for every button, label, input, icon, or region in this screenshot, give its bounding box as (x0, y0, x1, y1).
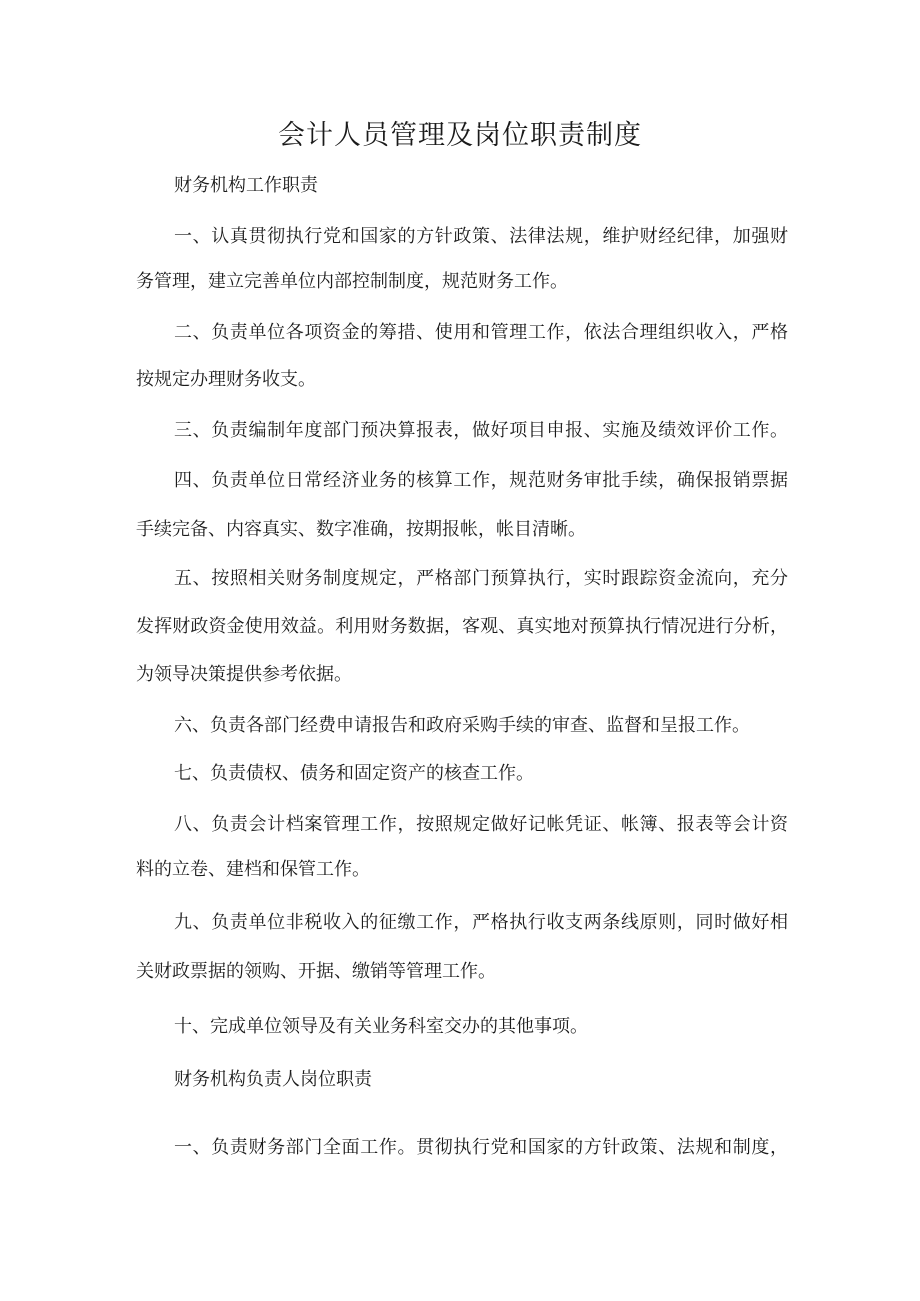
paragraph-line: 九、负责单位非税收入的征缴工作，严格执行收支两条线原则，同时做好相 (174, 912, 788, 933)
paragraph-line: 十、完成单位领导及有关业务科室交办的其他事项。 (174, 1016, 588, 1037)
paragraph-line: 一、负责财务部门全面工作。贯彻执行党和国家的方针政策、法规和制度， (174, 1137, 788, 1158)
paragraph-line: 八、负责会计档案管理工作，按照规定做好记帐凭证、帐簿、报表等会计资 (174, 814, 788, 835)
paragraph-line: 二、负责单位各项资金的筹措、使用和管理工作，依法合理组织收入，严格 (174, 322, 788, 343)
paragraph-line: 四、负责单位日常经济业务的核算工作，规范财务审批手续，确保报销票据 (174, 470, 788, 491)
paragraph-line: 料的立卷、建档和保管工作。 (136, 859, 370, 880)
paragraph-line: 六、负责各部门经费申请报告和政府采购手续的审查、监督和呈报工作。 (174, 715, 750, 736)
section-heading-finance-duties: 财务机构工作职责 (174, 175, 318, 196)
paragraph-line: 为领导决策提供参考依据。 (136, 664, 352, 685)
document-title: 会计人员管理及岗位职责制度 (278, 120, 642, 151)
section-heading-finance-head-duties: 财务机构负责人岗位职责 (174, 1069, 372, 1090)
paragraph-line: 三、负责编制年度部门预决算报表，做好项目申报、实施及绩效评价工作。 (174, 420, 788, 441)
paragraph-line: 七、负责债权、债务和固定资产的核查工作。 (174, 763, 534, 784)
paragraph-line: 五、按照相关财务制度规定，严格部门预算执行，实时跟踪资金流向，充分 (174, 568, 788, 589)
paragraph-line: 按规定办理财务收支。 (136, 369, 316, 390)
paragraph-line: 务管理，建立完善单位内部控制制度，规范财务工作。 (136, 271, 568, 292)
paragraph-line: 一、认真贯彻执行党和国家的方针政策、法律法规，维护财经纪律，加强财 (174, 226, 788, 247)
paragraph-line: 发挥财政资金使用效益。利用财务数据，客观、真实地对预算执行情况进行分析， (136, 616, 788, 637)
paragraph-line: 关财政票据的领购、开据、缴销等管理工作。 (136, 961, 496, 982)
paragraph-line: 手续完备、内容真实、数字准确，按期报帐，帐目清晰。 (136, 519, 586, 540)
